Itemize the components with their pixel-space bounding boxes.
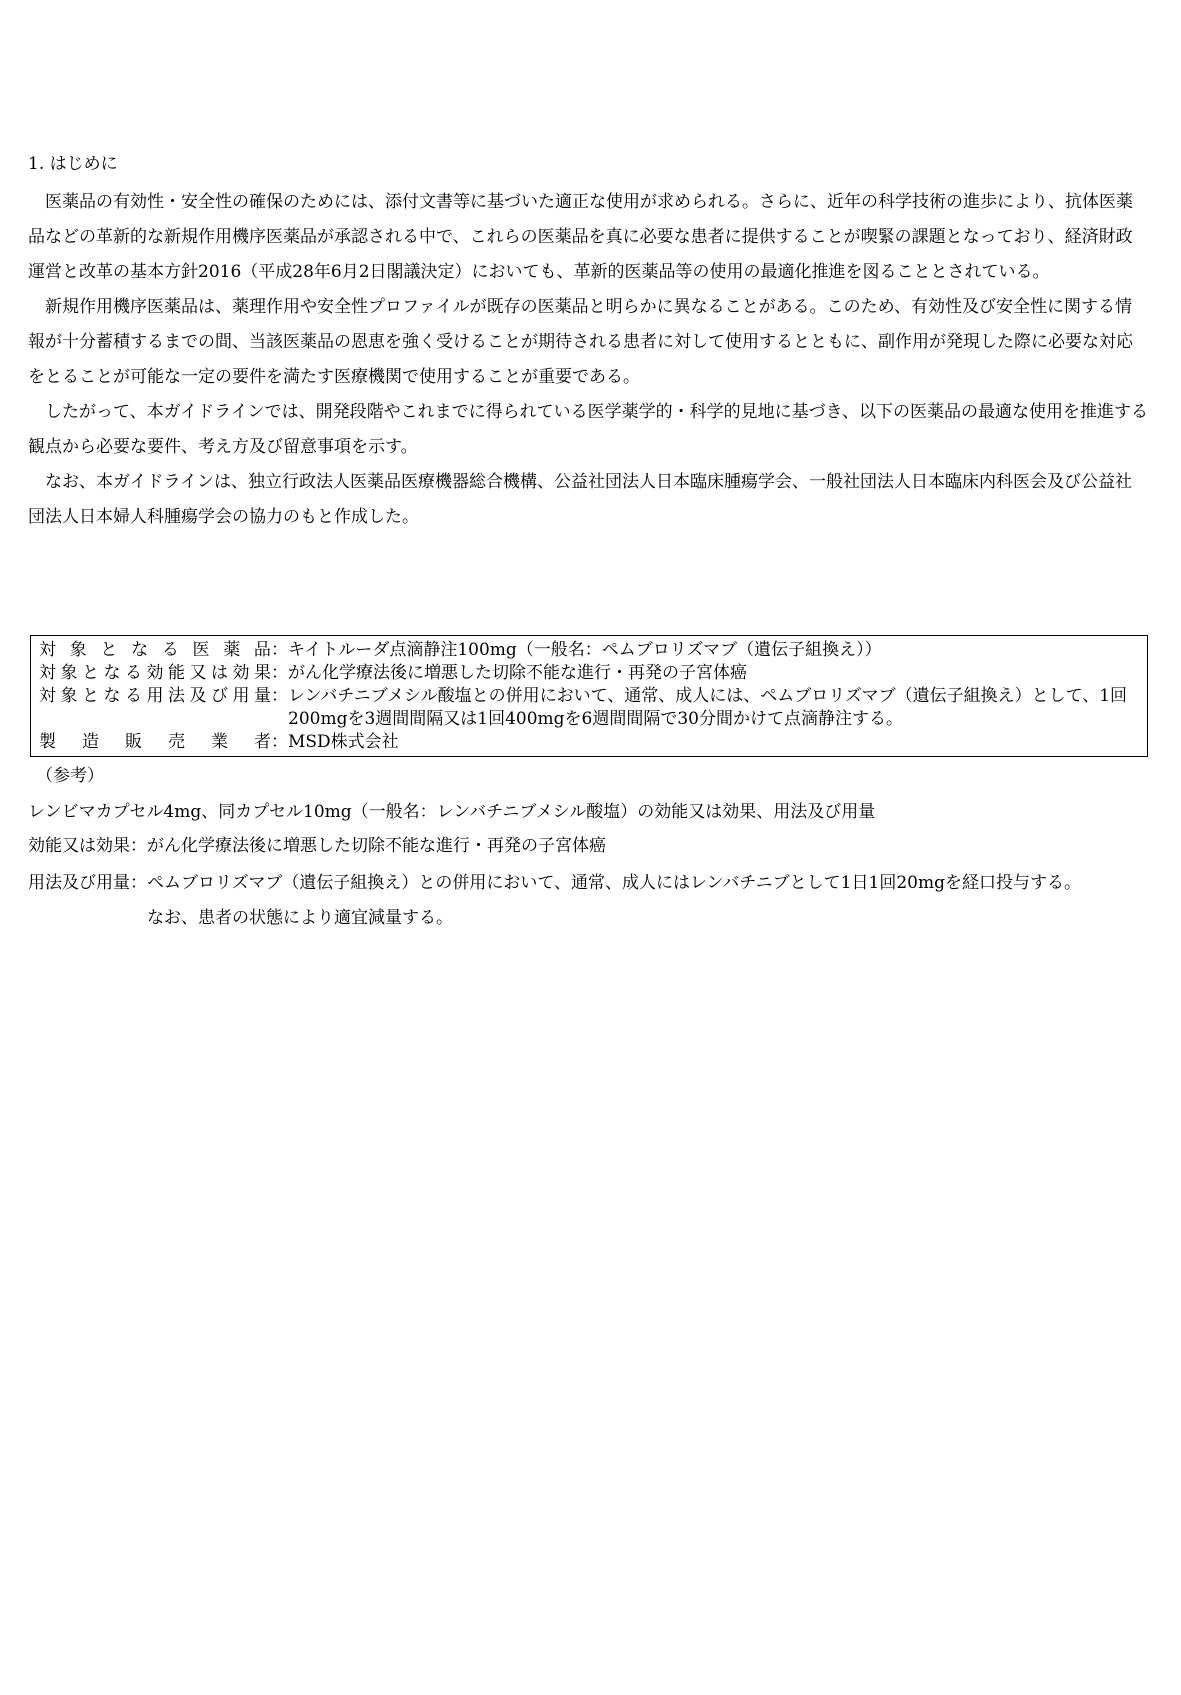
label-char: る — [161, 640, 179, 660]
label-char: な — [131, 640, 149, 660]
box-row-label — [39, 685, 271, 731]
intro-paragraph: 新規作用機序医薬品は、薬理作用や安全性プロファイルが既存の医薬品と明らかに異なることがある。このため、有効性及び安全性に関する情報が十分蓄積するまでの間、当該医薬品の恩恵を強く受けることが期待される患者に対して使用するとともに、副作用が発現した際に必要な対応をとることが可能な一定の要件を満たす医療機関で使用することが重要である。 — [28, 297, 1133, 387]
reference-efficacy-label: 効能又は効果： — [28, 836, 147, 856]
label-char: び — [211, 686, 228, 706]
intro-paragraph: したがって、本ガイドラインでは、開発段階やこれまでに得られている医学薬学的・科学的見地に基づき、以下の医薬品の最適な使用を推進する観点から必要な要件、考え方及び留意事項を示す。 — [28, 402, 1148, 457]
section-heading: 1. はじめに — [28, 154, 118, 174]
reference-dosage — [28, 866, 1158, 936]
label-char: な — [103, 663, 121, 683]
label-char: 効 — [146, 663, 164, 683]
label-char: 又 — [189, 663, 207, 683]
label-char: と — [82, 686, 99, 706]
label-separator: ： — [271, 663, 288, 683]
reference-product: レンビマカプセル4mg、同カプセル10mg（一般名：レンバチニブメシル酸塩）の効能又は効果、用法及び用量 — [28, 802, 876, 822]
label-char: 対 — [39, 663, 56, 683]
reference-dosage-label: 用法及び用量： — [28, 873, 147, 893]
box-row-value: がん化学療法後に増悪した切除不能な進行・再発の子宮体癌 — [288, 663, 747, 683]
label-char: 販 — [125, 732, 142, 752]
label-char: 効 — [232, 663, 250, 683]
label-char: 法 — [168, 686, 185, 706]
label-char: と — [82, 663, 99, 683]
label-char: 果 — [254, 663, 271, 683]
label-char: 用 — [232, 686, 250, 706]
box-row-label — [39, 662, 271, 685]
box-row-value: レンバチニブメシル酸塩との併用において、通常、成人には、ペムブロリズマブ（遺伝子組換え）として、1回200mgを3週間間隔又は1回400mgを6週間間隔で30分間かけて点滴静注する。 — [288, 686, 1128, 729]
intro-paragraph: なお、本ガイドラインは、独立行政法人医薬品医療機器総合機構、公益社団法人日本臨床腫瘍学会、一般社団法人日本臨床内科医会及び公益社団法人日本婦人科腫瘍学会の協力のもと作成した。 — [28, 472, 1132, 527]
label-separator: ： — [271, 640, 288, 660]
box-row-value: MSD株式会社 — [288, 732, 399, 752]
label-char: 象 — [60, 663, 78, 683]
label-char: と — [100, 640, 118, 660]
reference-dosage-note: なお、患者の状態により適宜減量する。 — [147, 908, 453, 928]
target-drug-box — [30, 635, 1148, 757]
label-char: る — [125, 663, 142, 683]
box-row-target-dosage — [39, 685, 1137, 731]
label-char: 及 — [189, 686, 207, 706]
label-char: 量 — [254, 686, 271, 706]
reference-dosage-value: ペムブロリズマブ（遺伝子組換え）との併用において、通常、成人にはレンバチニブとして1日1回20mgを経口投与する。 — [147, 873, 1081, 893]
label-separator: ： — [271, 732, 288, 752]
reference-efficacy — [28, 834, 606, 858]
label-char: 用 — [146, 686, 164, 706]
box-row-value: キイトルーダ点滴静注100mg（一般名：ペムブロリズマブ（遺伝子組換え）） — [288, 640, 882, 660]
label-char: 対 — [39, 686, 56, 706]
label-char: は — [211, 663, 228, 683]
box-row-label — [39, 731, 271, 754]
label-char: 象 — [60, 686, 78, 706]
label-char: 造 — [82, 732, 99, 752]
label-char: 品 — [253, 640, 271, 660]
label-char: 象 — [69, 640, 87, 660]
label-char: 者 — [254, 732, 271, 752]
box-row-manufacturer — [39, 731, 1137, 754]
label-char: な — [103, 686, 121, 706]
label-char: 薬 — [223, 640, 241, 660]
label-char: 対 — [39, 640, 56, 660]
box-row-label — [39, 639, 271, 662]
intro-paragraph: 医薬品の有効性・安全性の確保のためには、添付文書等に基づいた適正な使用が求められる。さらに、近年の科学技術の進歩により、抗体医薬品などの革新的な新規作用機序医薬品が承認される中で、これらの医薬品を真に必要な患者に提供することが喫緊の課題となっており、経済財政運営と改革の基本方針2016（平成28年6月2日閣議決定）においても、革新的医薬品等の使用の最適化推進を図ることとされている。 — [28, 192, 1133, 282]
reference-label: （参考） — [36, 766, 104, 786]
reference-dosage-body — [147, 866, 1158, 936]
label-char: 売 — [168, 732, 185, 752]
label-char: 能 — [168, 663, 185, 683]
intro-body — [28, 185, 1148, 535]
label-char: 製 — [39, 732, 56, 752]
label-separator: ： — [271, 686, 288, 706]
reference-efficacy-value: がん化学療法後に増悪した切除不能な進行・再発の子宮体癌 — [147, 836, 606, 856]
box-row-target-drug — [39, 639, 1137, 662]
label-char: 医 — [192, 640, 210, 660]
box-row-target-efficacy — [39, 662, 1137, 685]
label-char: る — [125, 686, 142, 706]
label-char: 業 — [211, 732, 228, 752]
